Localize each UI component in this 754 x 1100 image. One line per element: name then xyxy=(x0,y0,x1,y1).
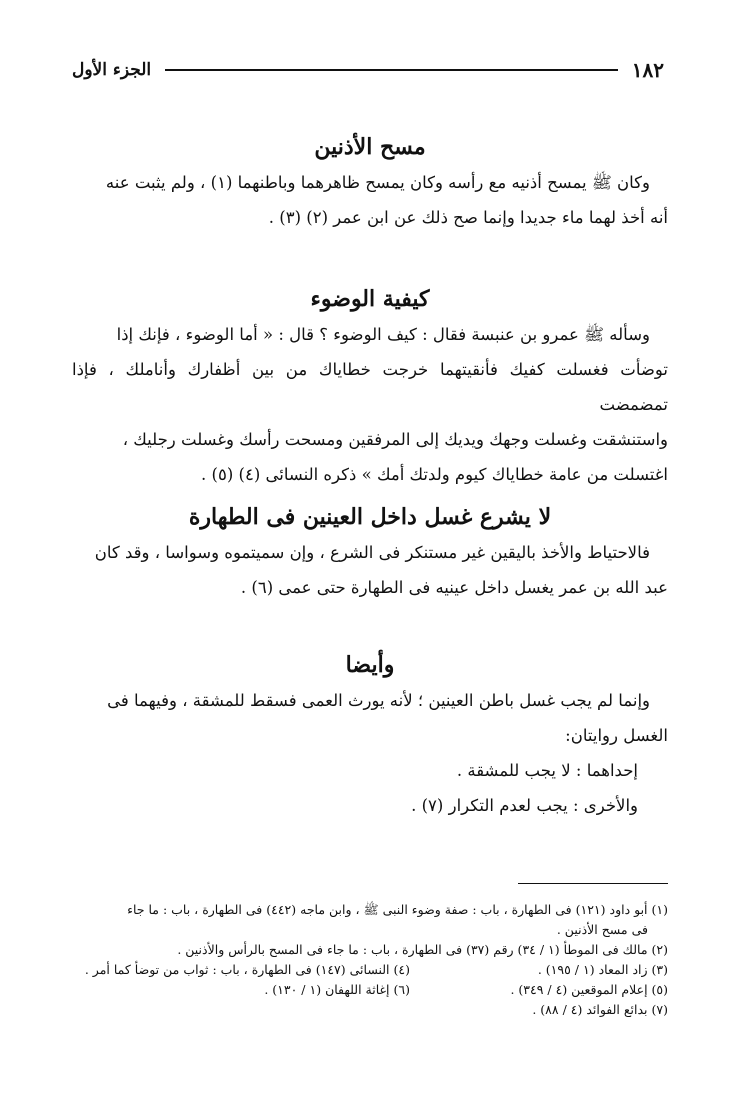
paragraph-line: وكان ﷺ يمسح أذنيه مع رأسه وكان يمسح ظاهرهما وباطنهما (١) ، ولم يثبت عنه xyxy=(105,173,650,193)
section-title: وأيضا xyxy=(345,652,395,678)
header-rule xyxy=(165,69,618,71)
footnote-5: (٥) إعلام الموقعين (٤ / ٣٤٩) . xyxy=(510,982,668,997)
page-header xyxy=(72,55,664,85)
section-eye-washing xyxy=(72,500,668,605)
paragraph-line: أنه أخذ لهما ماء جديدا وإنما صح ذلك عن ابن عمر (٢) (٣) . xyxy=(268,208,668,228)
list-item: إحداهما : لا يجب للمشقة . xyxy=(456,761,638,781)
section-ear-wiping xyxy=(72,130,668,235)
footnote-6: (٦) إغاثة اللهفان (١ / ١٣٠) . xyxy=(264,982,410,997)
footnote-row xyxy=(72,980,668,1000)
section-title: مسح الأذنين xyxy=(314,134,426,160)
section-title: لا يشرع غسل داخل العينين فى الطهارة xyxy=(188,504,552,530)
paragraph-line: فالاحتياط والأخذ باليقين غير مستنكر فى الشرع ، وإن سميتموه وسواسا ، وقد كان xyxy=(94,543,650,563)
section-title: كيفية الوضوء xyxy=(310,286,430,312)
paragraph-line: الغسل روايتان: xyxy=(565,726,668,746)
paragraph-line: وإنما لم يجب غسل باطن العينين ؛ لأنه يورث العمى فسقط للمشقة ، وفيهما فى xyxy=(107,691,650,711)
footnote-row xyxy=(72,960,668,980)
running-title: الجزء الأول xyxy=(72,60,152,80)
paragraph-line: اغتسلت من عامة خطاياك كيوم ولدتك أمك » ذكره النسائى (٤) (٥) . xyxy=(201,465,668,485)
footnote-rule xyxy=(518,883,668,884)
section-ablution-method xyxy=(72,282,668,492)
paragraph-line: وسأله ﷺ عمرو بن عنبسة فقال : كيف الوضوء ؟ قال : « أما الوضوء ، فإنك إذا xyxy=(116,325,650,345)
list-item: والأخرى : يجب لعدم التكرار (٧) . xyxy=(411,796,638,816)
footnote-7: (٧) بدائع الفوائد (٤ / ٨٨) . xyxy=(532,1002,668,1017)
footnote-4: (٤) النسائى (١٤٧) فى الطهارة ، باب : ثواب من توضأ كما أمر . xyxy=(84,962,410,977)
paragraph-line: توضأت فغسلت كفيك فأنقيتهما خرجت خطاياك من بين أظفارك وأناملك ، فإذا تمضمضت xyxy=(72,360,668,415)
section-also xyxy=(72,648,668,823)
footnote-1-cont: فى مسح الأذنين . xyxy=(556,922,648,937)
paragraph-line: عبد الله بن عمر يغسل داخل عينيه فى الطهارة حتى عمى (٦) . xyxy=(240,578,668,598)
paragraph-line: واستنشقت وغسلت وجهك ويديك إلى المرفقين ومسحت رأسك وغسلت رجليك ، xyxy=(122,430,668,450)
footnotes xyxy=(72,900,668,1020)
footnote-2: (٢) مالك فى الموطأ (١ / ٣٤) رقم (٣٧) فى الطهارة ، باب : ما جاء فى المسح بالرأس والأذنين . xyxy=(177,942,668,957)
footnote-3: (٣) زاد المعاد (١ / ١٩٥) . xyxy=(537,962,668,977)
footnote-1: (١) أبو داود (١٢١) فى الطهارة ، باب : صفة وضوء النبى ﷺ ، وابن ماجه (٤٤٢) فى الطهارة ، باب : ما جاء xyxy=(127,902,668,917)
page-number: ١٨٢ xyxy=(631,58,664,82)
